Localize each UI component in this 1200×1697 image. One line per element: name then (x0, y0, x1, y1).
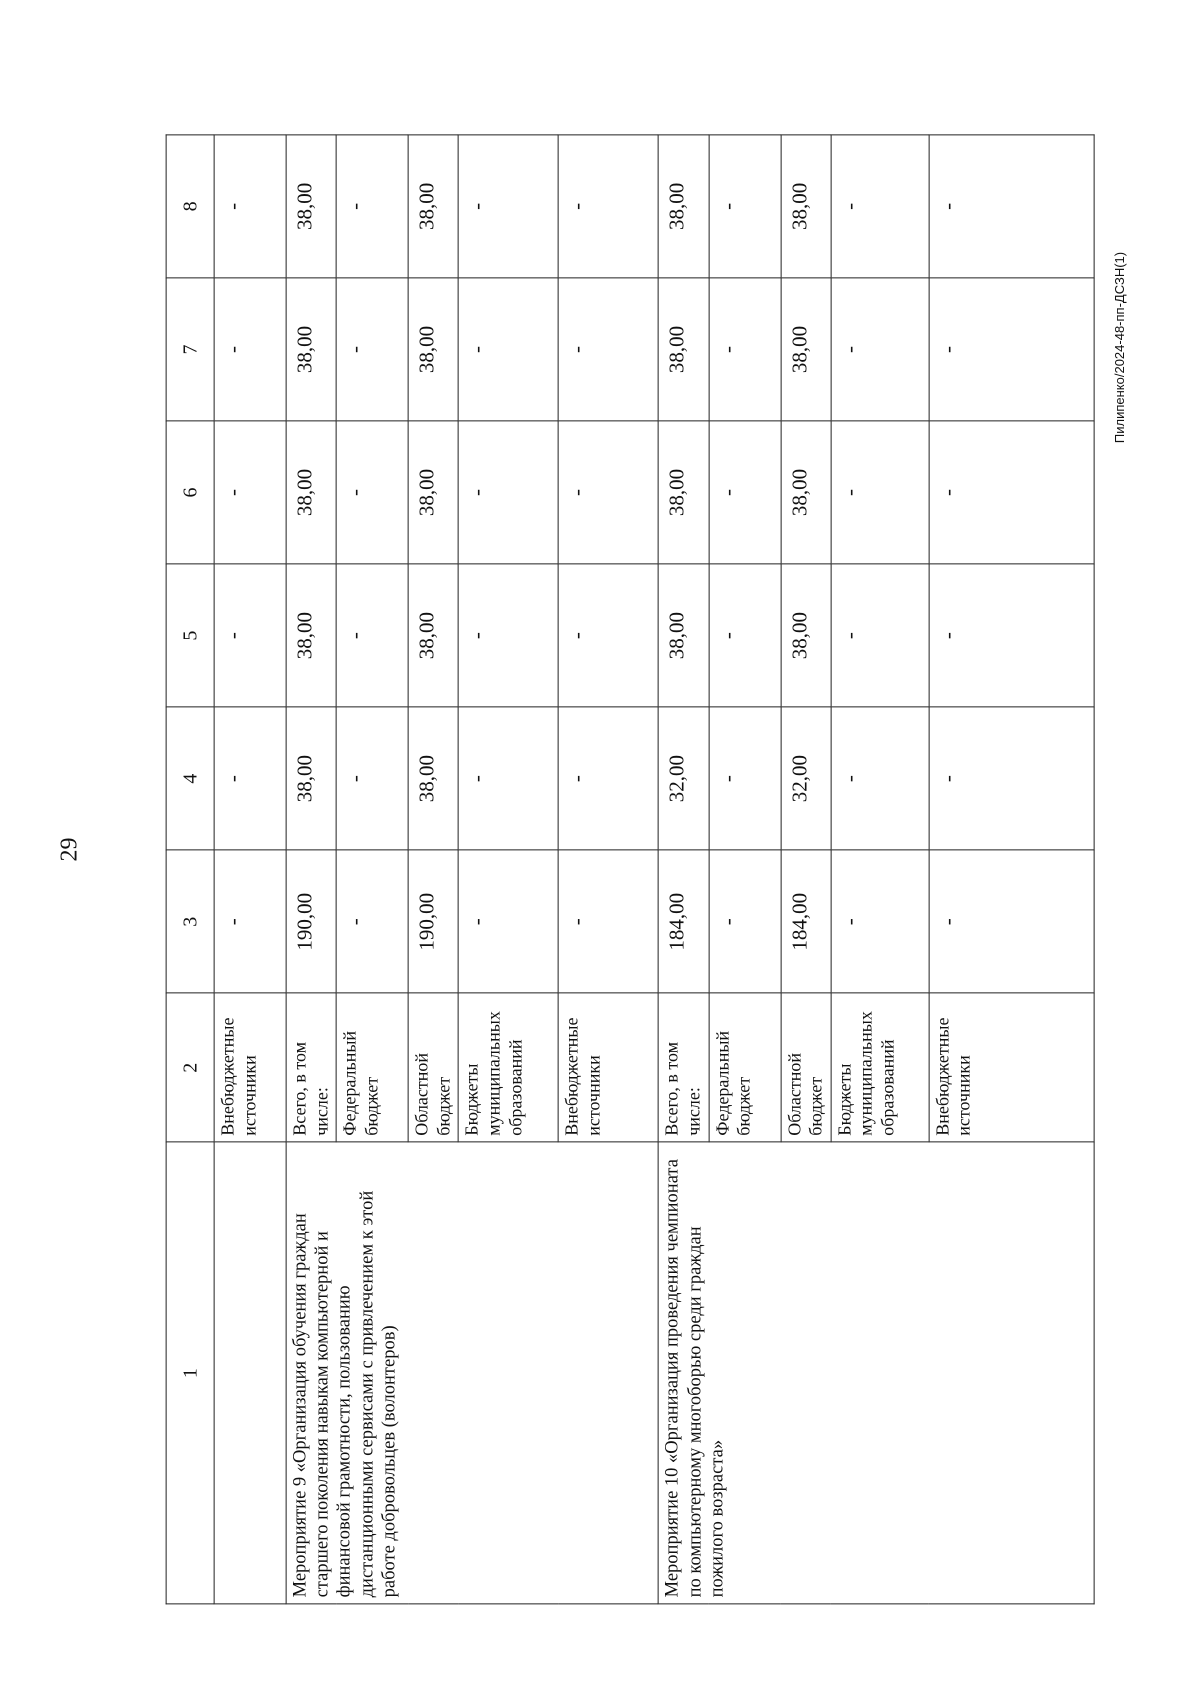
source-cell: Бюджеты муниципальных образований (831, 993, 929, 1142)
header-cell: 6 (166, 421, 214, 564)
header-cell: 8 (166, 135, 214, 278)
value-cell: - (336, 850, 408, 993)
value-cell: 38,00 (408, 564, 458, 707)
value-cell: 32,00 (781, 707, 831, 850)
value-cell: - (831, 707, 929, 850)
source-cell: Внебюджетные источники (214, 993, 286, 1142)
source-cell: Областной бюджет (408, 993, 458, 1142)
value-cell: - (559, 278, 659, 421)
source-cell: Всего, в том числе: (286, 993, 336, 1142)
value-cell: 38,00 (781, 278, 831, 421)
header-cell: 2 (166, 993, 214, 1142)
value-cell: 184,00 (781, 850, 831, 993)
value-cell: - (559, 421, 659, 564)
value-cell: - (709, 564, 781, 707)
value-cell: 38,00 (408, 707, 458, 850)
value-cell: - (214, 850, 286, 993)
source-cell: Всего, в том числе: (659, 993, 709, 1142)
value-cell: - (214, 707, 286, 850)
value-cell: 38,00 (659, 135, 709, 278)
value-cell: - (709, 278, 781, 421)
value-cell: - (459, 564, 559, 707)
value-cell: 38,00 (286, 564, 336, 707)
value-cell: 38,00 (408, 278, 458, 421)
table-row (286, 135, 336, 1604)
value-cell: - (831, 278, 929, 421)
source-cell: Бюджеты муниципальных образований (459, 993, 559, 1142)
value-cell: 38,00 (286, 135, 336, 278)
value-cell: - (709, 421, 781, 564)
value-cell: - (559, 564, 659, 707)
activity-cell: Мероприятие 10 «Организация проведения чемпионата по компьютерному многоборью среди граждан пожилого возраста» (659, 1142, 1094, 1604)
activity-cell: Мероприятие 9 «Организация обучения граждан старшего поколения навыкам компьютерной и финансовой грамотности, пользованию дистанционными сервисами с привлечением к этой работе добровольцев (волонтеров) (286, 1142, 658, 1604)
value-cell: - (831, 135, 929, 278)
header-cell: 4 (166, 707, 214, 850)
page-number: 29 (56, 837, 83, 862)
table-container (178, 122, 1082, 1598)
document-id: Пилипенко/2024-48-пп-ДСЗН(1) (1112, 251, 1128, 444)
value-cell: 32,00 (659, 707, 709, 850)
value-cell: - (336, 564, 408, 707)
value-cell: 38,00 (408, 421, 458, 564)
value-cell: - (831, 564, 929, 707)
activity-cell (214, 1142, 286, 1604)
source-cell: Областной бюджет (781, 993, 831, 1142)
table-row (214, 135, 286, 1604)
value-cell: - (459, 421, 559, 564)
value-cell: 38,00 (286, 278, 336, 421)
value-cell: 38,00 (286, 707, 336, 850)
header-cell: 1 (166, 1142, 214, 1604)
value-cell: 38,00 (659, 564, 709, 707)
value-cell: 190,00 (408, 850, 458, 993)
header-cell: 5 (166, 564, 214, 707)
value-cell: - (459, 135, 559, 278)
value-cell: 190,00 (286, 850, 336, 993)
value-cell: 38,00 (659, 421, 709, 564)
value-cell: 184,00 (659, 850, 709, 993)
value-cell: 38,00 (286, 421, 336, 564)
header-row (166, 135, 214, 1604)
source-cell: Внебюджетные источники (929, 993, 1094, 1142)
value-cell: - (214, 135, 286, 278)
table-row (659, 135, 709, 1604)
value-cell: - (336, 707, 408, 850)
value-cell: - (459, 850, 559, 993)
value-cell: 38,00 (781, 564, 831, 707)
value-cell: - (929, 564, 1094, 707)
value-cell: 38,00 (659, 278, 709, 421)
value-cell: - (831, 850, 929, 993)
value-cell: - (459, 707, 559, 850)
value-cell: - (559, 850, 659, 993)
value-cell: - (929, 850, 1094, 993)
source-cell: Федеральный бюджет (709, 993, 781, 1142)
value-cell: - (559, 707, 659, 850)
value-cell: 38,00 (781, 421, 831, 564)
value-cell: - (709, 707, 781, 850)
value-cell: - (831, 421, 929, 564)
source-cell: Федеральный бюджет (336, 993, 408, 1142)
value-cell: - (929, 421, 1094, 564)
budget-table (166, 134, 1095, 1604)
value-cell: - (709, 850, 781, 993)
value-cell: - (929, 707, 1094, 850)
value-cell: - (459, 278, 559, 421)
value-cell: - (929, 135, 1094, 278)
header-cell: 7 (166, 278, 214, 421)
header-cell: 3 (166, 850, 214, 993)
value-cell: - (336, 135, 408, 278)
value-cell: - (559, 135, 659, 278)
value-cell: - (336, 421, 408, 564)
value-cell: - (709, 135, 781, 278)
source-cell: Внебюджетные источники (559, 993, 659, 1142)
value-cell: - (214, 278, 286, 421)
value-cell: 38,00 (781, 135, 831, 278)
value-cell: - (214, 564, 286, 707)
value-cell: - (929, 278, 1094, 421)
value-cell: 38,00 (408, 135, 458, 278)
value-cell: - (214, 421, 286, 564)
value-cell: - (336, 278, 408, 421)
